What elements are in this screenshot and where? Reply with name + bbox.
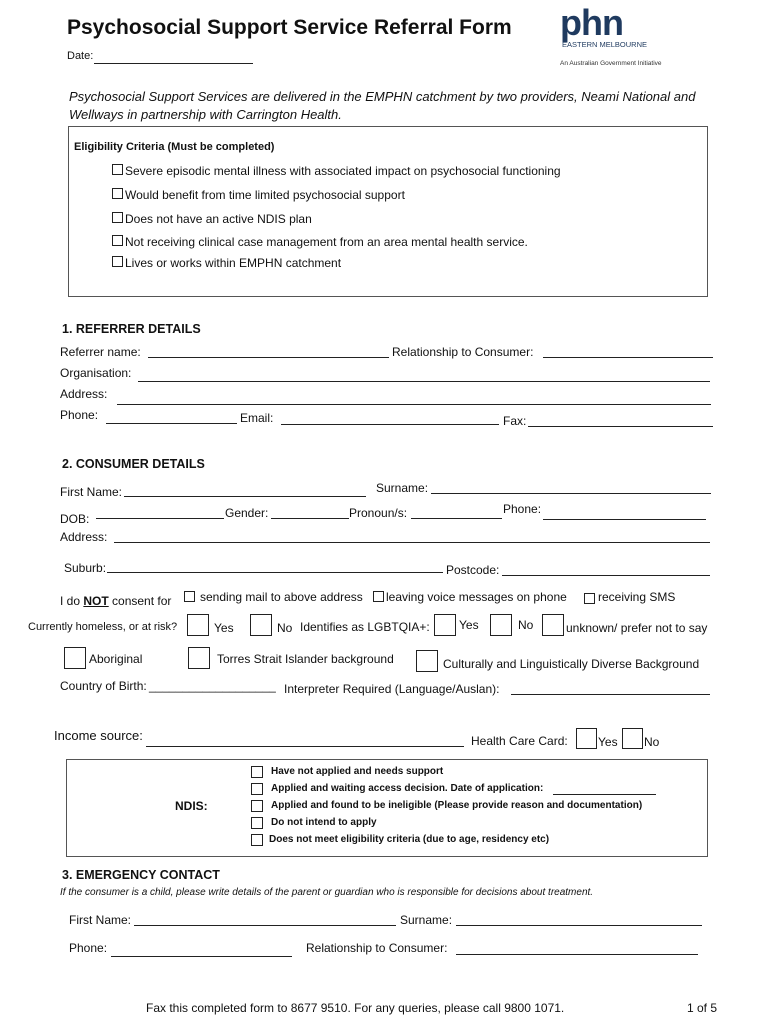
emergency-note: If the consumer is a child, please write details of the parent or guardian who is responsible for decisions about treatment. [60, 887, 594, 898]
homeless-no-label: No [277, 621, 293, 635]
eligibility-checkbox-5[interactable] [112, 256, 123, 267]
ndis-option-label: Applied and waiting access decision. Date of application: [271, 783, 544, 794]
consumer-address-label: Address: [60, 530, 108, 544]
pronoun-field[interactable] [411, 518, 502, 519]
ndis-option-label: Applied and found to be ineligible (Please provide reason and documentation) [271, 800, 643, 811]
lgbtqia-no-checkbox[interactable] [490, 614, 512, 636]
ndis-option-checkbox-5[interactable] [251, 834, 263, 846]
homeless-label: Currently homeless, or at risk? [28, 621, 178, 633]
suburb-label: Suburb: [64, 561, 107, 575]
referrer-address-label: Address: [60, 387, 108, 401]
hcc-no-checkbox[interactable] [622, 728, 643, 749]
eligibility-item: Not receiving clinical case management from an area mental health service. [125, 235, 528, 249]
consent-voice-label: leaving voice messages on phone [386, 590, 567, 604]
emergency-first-name-label: First Name: [69, 913, 132, 927]
consumer-surname-field[interactable] [431, 493, 711, 494]
phn-logo [560, 2, 680, 70]
gender-label: Gender: [225, 506, 269, 520]
emergency-heading: 3. EMERGENCY CONTACT [62, 868, 220, 882]
consumer-first-name-field[interactable] [124, 496, 366, 497]
lgbtqia-label: Identifies as LGBTQIA+: [300, 620, 430, 634]
lgbtqia-unknown-checkbox[interactable] [542, 614, 564, 636]
income-field[interactable] [146, 746, 464, 747]
suburb-field[interactable] [107, 572, 443, 573]
income-label: Income source: [54, 728, 143, 743]
referrer-fax-field[interactable] [528, 426, 713, 427]
eligibility-checkbox-4[interactable] [112, 235, 123, 246]
ndis-option-checkbox-2[interactable] [251, 783, 263, 795]
page-number: 1 of 5 [687, 1001, 718, 1015]
consent-sms-label: receiving SMS [598, 590, 676, 604]
ndis-label: NDIS: [175, 799, 208, 813]
phn-logo-mark: phn [560, 2, 623, 43]
lgbtqia-no-label: No [518, 618, 534, 632]
referrer-relationship-label: Relationship to Consumer: [392, 345, 534, 359]
consumer-phone-field[interactable] [543, 519, 706, 520]
country-field[interactable]: ___________________ [149, 679, 276, 693]
referrer-name-label: Referrer name: [60, 345, 141, 359]
organisation-label: Organisation: [60, 366, 132, 380]
dob-label: DOB: [60, 512, 90, 526]
emergency-surname-field[interactable] [456, 925, 702, 926]
phn-logo-region: EASTERN MELBOURNE [562, 40, 648, 49]
dob-field[interactable] [96, 518, 224, 519]
postcode-field[interactable] [502, 575, 710, 576]
consent-mail-checkbox[interactable] [184, 591, 195, 602]
torres-checkbox[interactable] [188, 647, 210, 669]
lgbtqia-yes-label: Yes [459, 618, 479, 632]
eligibility-item: Does not have an active NDIS plan [125, 212, 312, 226]
eligibility-checkbox-2[interactable] [112, 188, 123, 199]
consent-sms-checkbox[interactable] [584, 593, 595, 604]
postcode-label: Postcode: [446, 563, 500, 577]
consumer-address-field[interactable] [114, 542, 710, 543]
referrer-relationship-field[interactable] [543, 357, 713, 358]
consent-voice-checkbox[interactable] [373, 591, 384, 602]
hcc-yes-label: Yes [598, 735, 618, 749]
referrer-fax-label: Fax: [503, 414, 527, 428]
date-label: Date: [67, 50, 94, 62]
consent-mail-label: sending mail to above address [200, 590, 363, 604]
emergency-surname-label: Surname: [400, 913, 453, 927]
torres-label: Torres Strait Islander background [217, 652, 394, 666]
phn-logo-tagline: An Australian Government Initiative [560, 60, 662, 67]
hcc-no-label: No [644, 735, 660, 749]
homeless-yes-checkbox[interactable] [187, 614, 209, 636]
ndis-application-date-field[interactable] [553, 794, 656, 795]
consent-suffix: consent for [108, 594, 172, 608]
interpreter-label: Interpreter Required (Language/Auslan): [284, 682, 500, 696]
cald-checkbox[interactable] [416, 650, 438, 672]
hcc-label: Health Care Card: [471, 734, 568, 748]
consent-not: NOT [83, 594, 109, 608]
referrer-name-field[interactable] [148, 357, 389, 358]
organisation-field[interactable] [138, 381, 710, 382]
ndis-option-label: Do not intend to apply [271, 817, 377, 828]
interpreter-field[interactable] [511, 694, 710, 695]
ndis-option-checkbox-3[interactable] [251, 800, 263, 812]
consent-label [60, 594, 171, 608]
consumer-first-name-label: First Name: [60, 485, 123, 499]
aboriginal-checkbox[interactable] [64, 647, 86, 669]
homeless-yes-label: Yes [214, 621, 234, 635]
emergency-relationship-label: Relationship to Consumer: [306, 941, 448, 955]
referrer-email-label: Email: [240, 411, 274, 425]
homeless-no-checkbox[interactable] [250, 614, 272, 636]
intro-text: Psychosocial Support Services are delivered in the EMPHN catchment by two providers, Neami National and Wellways in partnership with Carrington Health. [69, 89, 696, 122]
emergency-phone-label: Phone: [69, 941, 108, 955]
footer-fax-note: Fax this completed form to 8677 9510. For any queries, please call 9800 1071. [146, 1001, 565, 1015]
ndis-option-label: Have not applied and needs support [271, 766, 444, 777]
emergency-relationship-field[interactable] [456, 954, 698, 955]
aboriginal-label: Aboriginal [89, 652, 143, 666]
eligibility-item: Severe episodic mental illness with associated impact on psychosocial functioning [125, 164, 561, 178]
eligibility-title: Eligibility Criteria (Must be completed) [74, 141, 275, 153]
lgbtqia-unknown-label: unknown/ prefer not to say [566, 621, 708, 635]
consumer-phone-label: Phone: [503, 502, 542, 516]
eligibility-checkbox-3[interactable] [112, 212, 123, 223]
emergency-first-name-field[interactable] [134, 925, 396, 926]
eligibility-checkbox-1[interactable] [112, 164, 123, 175]
pronoun-label: Pronoun/s: [349, 506, 408, 520]
consent-prefix: I do [60, 594, 84, 608]
consumer-surname-label: Surname: [376, 481, 429, 495]
eligibility-item: Would benefit from time limited psychosocial support [125, 188, 405, 202]
referrer-phone-field[interactable] [106, 423, 237, 424]
eligibility-item: Lives or works within EMPHN catchment [125, 256, 342, 270]
lgbtqia-yes-checkbox[interactable] [434, 614, 456, 636]
hcc-yes-checkbox[interactable] [576, 728, 597, 749]
country-label: Country of Birth: [60, 679, 147, 693]
ndis-option-checkbox-4[interactable] [251, 817, 263, 829]
ndis-option-checkbox-1[interactable] [251, 766, 263, 778]
gender-field[interactable] [271, 518, 349, 519]
emergency-phone-field[interactable] [111, 956, 292, 957]
date-field[interactable] [94, 63, 253, 64]
consumer-heading: 2. CONSUMER DETAILS [62, 457, 205, 471]
referrer-address-field[interactable] [117, 404, 711, 405]
page-title: Psychosocial Support Service Referral Form [67, 16, 512, 39]
ndis-option-label: Does not meet eligibility criteria (due to age, residency etc) [269, 834, 550, 845]
cald-label: Culturally and Linguistically Diverse Background [443, 657, 700, 671]
referrer-email-field[interactable] [281, 424, 499, 425]
referrer-heading: 1. REFERRER DETAILS [62, 322, 201, 336]
referrer-phone-label: Phone: [60, 408, 99, 422]
